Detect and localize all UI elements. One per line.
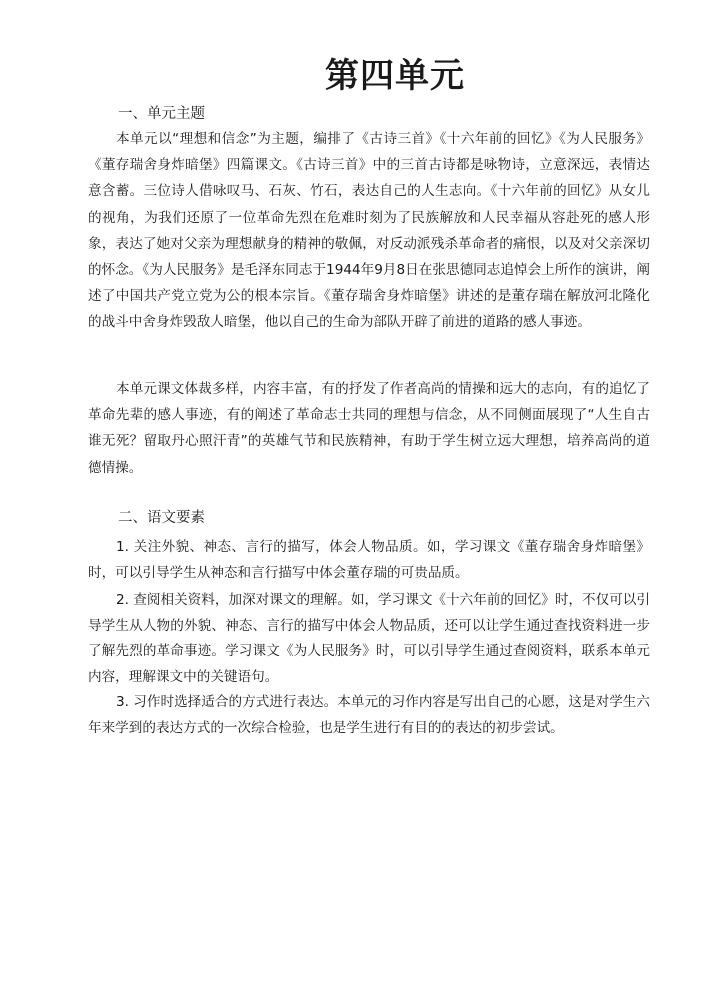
theme-paragraph-1: 本单元以“理想和信念”为主题，编排了《古诗三首》《十六年前的回忆》《为人民服务》《董存瑞舍身炸暗堡》四篇课文。《古诗三首》中的三首古诗都是咏物诗，立意深远，表情达意含蓄。三位诗人借咏叹马、石灰、竹石，表达自己的人生志向。《十六年前的回忆》从女儿的视角，为我们还原了一位革命先烈在危难时刻为了民族解放和人民幸福从容赴死的感人形象，表达了她对父亲为理想献身的精神的敬佩，对反动派残杀革命者的痛恨，以及对父亲深切的怀念。《为人民服务》是毛泽东同志于1944年9月8日在张思德同志追悼会上所作的演讲，阐述了中国共产党立党为公的根本宗旨。《董存瑞舍身炸暗堡》讲述的是董存瑞在解放河北隆化的战斗中舍身炸毁敌人暗堡，他以自己的生命为部队开辟了前进的道路的感人事迹。 — [88, 131, 650, 331]
page-title: 第四单元 — [325, 56, 465, 96]
theme-paragraph-2: 本单元课文体裁多样，内容丰富，有的抒发了作者高尚的情操和远大的志向，有的追忆了革命先辈的感人事迹，有的阐述了革命志士共同的理想与信念，从不同侧面展现了“人生自古谁无死？留取丹心照汗青”的英雄气节和民族精神，有助于学生树立远大理想，培养高尚的道德情操。 — [88, 381, 650, 476]
element-item-1: 1. 关注外貌、神态、言行的描写，体会人物品质。如，学习课文《董存瑞舍身炸暗堡》时，可以引导学生从神态和言行描写中体会董存瑞的可贵品质。 — [88, 539, 650, 581]
section-heading-theme: 一、单元主题 — [118, 106, 205, 122]
element-item-3: 3. 习作时选择适合的方式进行表达。本单元的习作内容是写出自己的心愿，这是对学生六年来学到的表达方式的一次综合检验，也是学生进行有目的的表达的初步尝试。 — [88, 694, 650, 736]
section-heading-elements: 二、语文要素 — [118, 510, 205, 526]
element-item-2: 2. 查阅相关资料，加深对课文的理解。如，学习课文《十六年前的回忆》时，不仅可以引导学生从人物的外貌、神态、言行的描写中体会人物品质，还可以让学生通过查找资料进一步了解先烈的革命事迹。学习课文《为人民服务》时，可以引导学生通过查阅资料，联系本单元内容，理解课文中的关键语句。 — [88, 592, 650, 685]
